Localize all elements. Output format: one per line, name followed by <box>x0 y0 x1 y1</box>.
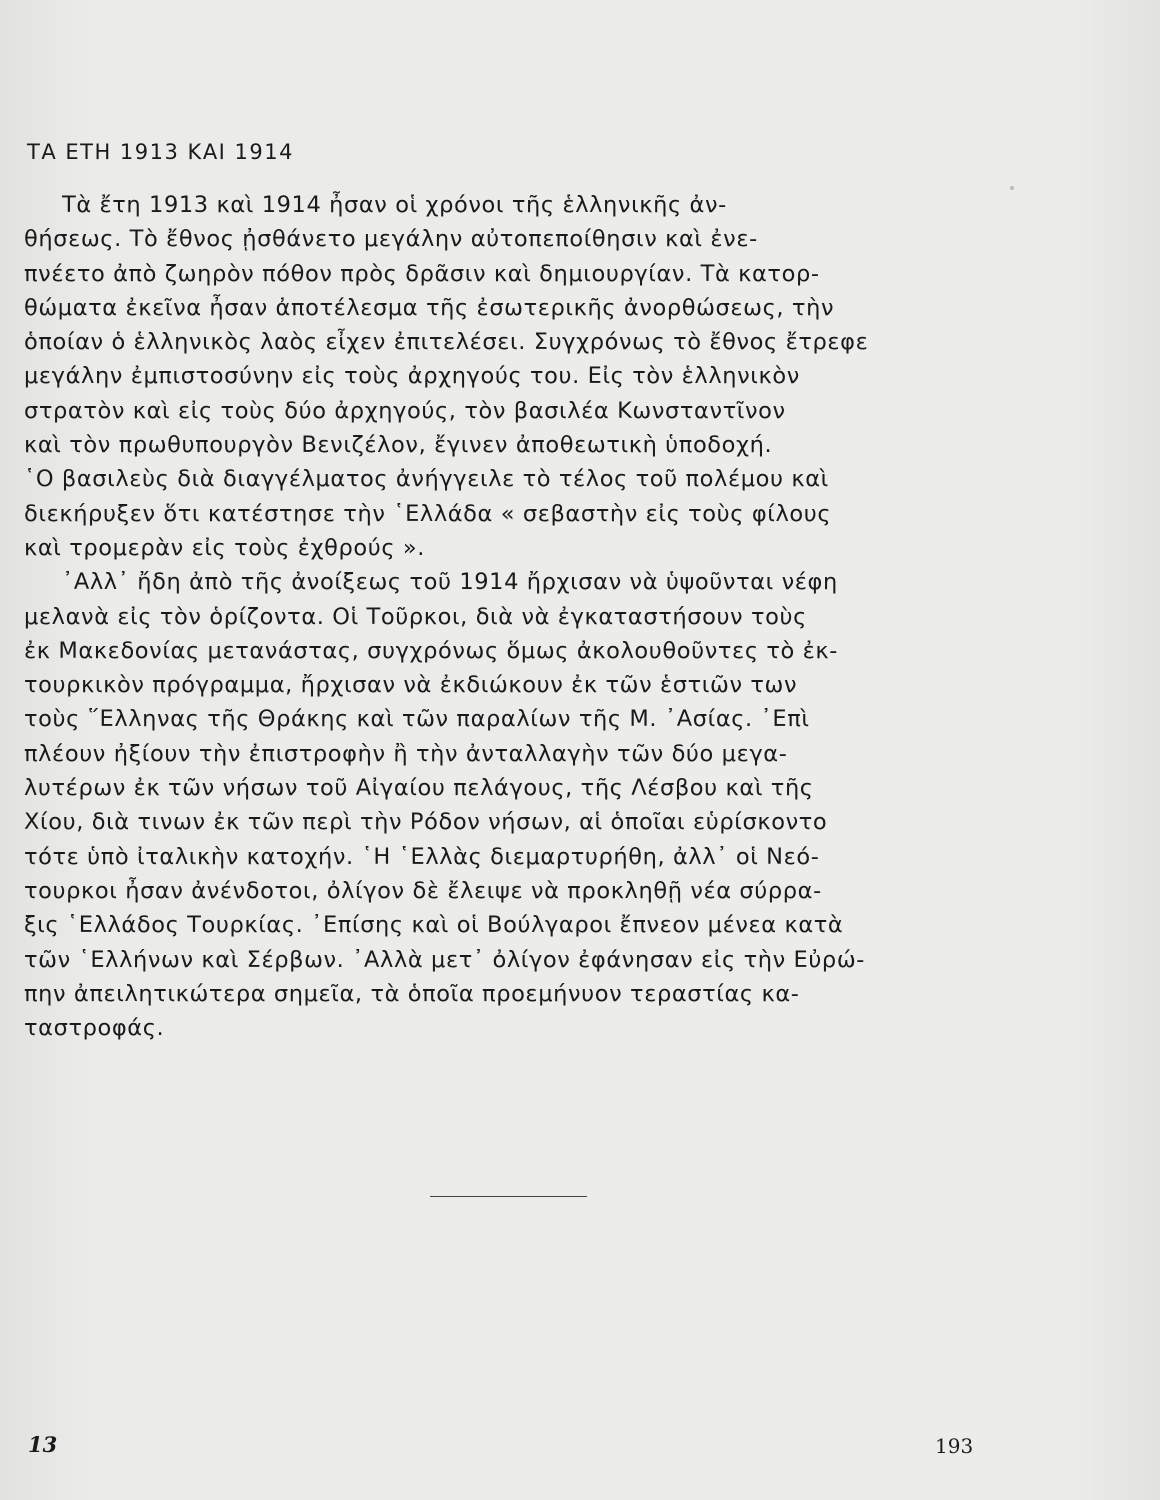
text-line: ᾿Αλλ᾿ ἤδη ἀπὸ τῆς ἀνοίξεως τοῦ 1914 ἤρχισαν νὰ ὑψοῦνται νέφη <box>62 569 838 596</box>
text-line: πην ἀπειλητικώτερα σημεῖα, τὰ ὁποῖα προεμήνυον τεραστίας κα- <box>24 980 800 1007</box>
section-heading: ΤΑ ΕΤΗ 1913 ΚΑΙ 1914 <box>27 140 294 164</box>
text-line: πλέουν ἠξίουν τὴν ἐπιστροφὴν ἢ τὴν ἀνταλλαγὴν τῶν δύο μεγα- <box>24 740 788 767</box>
text-line: τῶν ῾Ελλήνων καὶ Σέρβων. ᾿Αλλὰ μετ᾿ ὀλίγον ἐφάνησαν εἰς τὴν Εὐρώ- <box>24 946 865 973</box>
text-line: τουρκικὸν πρόγραμμα, ἤρχισαν νὰ ἐκδιώκουν ἐκ τῶν ἑστιῶν των <box>24 672 798 699</box>
text-line: τότε ὑπὸ ἰταλικὴν κατοχήν. ῾Η ῾Ελλὰς διεμαρτυρήθη, ἀλλ᾿ οἱ Νεό- <box>24 843 820 870</box>
text-line: μεγάλην ἐμπιστοσύνην εἰς τοὺς ἀρχηγούς του. Εἰς τὸν ἑλληνικὸν <box>24 363 800 390</box>
text-line: ξις ῾Ελλάδος Τουρκίας. ᾿Επίσης καὶ οἱ Βούλγαροι ἔπνεον μένεα κατὰ <box>24 912 844 939</box>
text-line: ῾Ο βασιλεὺς διὰ διαγγέλματος ἀνήγγειλε τὸ τέλος τοῦ πολέμου καὶ <box>24 466 829 493</box>
text-line: τουρκοι ἦσαν ἀνένδοτοι, ὀλίγον δὲ ἔλειψε νὰ προκληθῇ νέα σύρρα- <box>24 877 822 904</box>
text-line: τοὺς ῞Ελληνας τῆς Θράκης καὶ τῶν παραλίων τῆς Μ. ᾿Ασίας. ᾿Επὶ <box>24 706 810 733</box>
text-line: ἐκ Μακεδονίας μετανάστας, συγχρόνως ὅμως ἀκολουθοῦντες τὸ ἐκ- <box>24 637 838 664</box>
page-number: 193 <box>935 1434 974 1458</box>
text-line: θώματα ἐκεῖνα ἦσαν ἀποτέλεσμα τῆς ἐσωτερικῆς ἀνορθώσεως, τὴν <box>24 294 835 321</box>
text-line: διεκήρυξεν ὅτι κατέστησε τὴν ῾Ελλάδα « σεβαστὴν εἰς τοὺς φίλους <box>24 500 832 527</box>
text-line: ταστροφάς. <box>24 1015 165 1042</box>
text-line: λυτέρων ἐκ τῶν νήσων τοῦ Αἰγαίου πελάγους, τῆς Λέσβου καὶ τῆς <box>24 775 814 802</box>
text-line: Χίου, διὰ τινων ἐκ τῶν περὶ τὴν Ρόδον νήσων, αἱ ὁποῖαι εὑρίσκοντο <box>24 809 828 836</box>
body-text <box>24 188 980 1045</box>
text-line: καὶ τὸν πρωθυπουργὸν Βενιζέλον, ἔγινεν ἀποθεωτικὴ ὑποδοχή. <box>24 432 773 459</box>
section-divider <box>430 1196 587 1197</box>
text-line: θήσεως. Τὸ ἔθνος ᾐσθάνετο μεγάλην αὐτοπεποίθησιν καὶ ἐνε- <box>24 226 758 253</box>
text-line: πνέετο ἀπὸ ζωηρὸν πόθον πρὸς δρᾶσιν καὶ δημιουργίαν. Τὰ κατορ- <box>24 260 820 287</box>
specks <box>1010 186 1014 190</box>
text-line: ὁποίαν ὁ ἑλληνικὸς λαὸς εἶχεν ἐπιτελέσει. Συγχρόνως τὸ ἔθνος ἔτρεφε <box>24 329 869 356</box>
text-line: Τὰ ἔτη 1913 καὶ 1914 ἦσαν οἱ χρόνοι τῆς ἑλληνικῆς ἀν- <box>62 192 727 218</box>
text-line: μελανὰ εἰς τὸν ὁρίζοντα. Οἱ Τοῦρκοι, διὰ νὰ ἐγκαταστήσουν τοὺς <box>24 603 807 630</box>
text-line: καὶ τρομερὰν εἰς τοὺς ἐχθρούς ». <box>24 534 426 561</box>
folio-mark: 13 <box>28 1432 58 1457</box>
text-line: στρατὸν καὶ εἰς τοὺς δύο ἀρχηγούς, τὸν βασιλέα Κωνσταντῖνον <box>24 397 786 424</box>
